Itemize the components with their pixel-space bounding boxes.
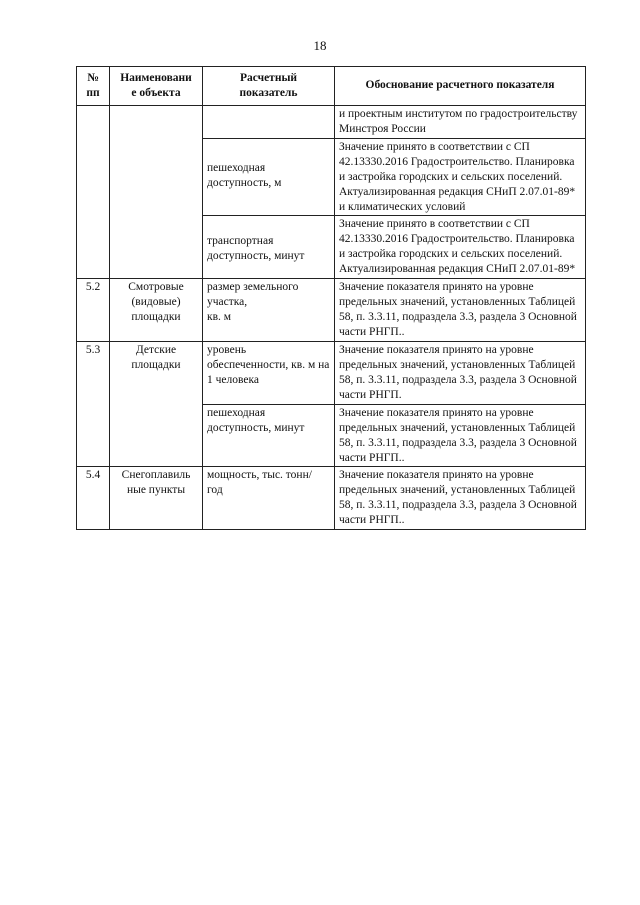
cell-justification: Значение принято в соответствии с СП 42.13330.2016 Градостроительство. Планировка и застройка городских и сельских поселений. Актуализированная редакция СНиП 2.07.01-89* и климатических условий bbox=[335, 138, 586, 216]
cell-name: Смотровые (видовые) площадки bbox=[110, 279, 203, 342]
cell-indicator: мощность, тыс. тонн/ год bbox=[203, 467, 335, 530]
cell-indicator: транспортная доступность, минут bbox=[203, 216, 335, 279]
cell-indicator: размер земельного участка, кв. м bbox=[203, 279, 335, 342]
table-row bbox=[77, 341, 586, 404]
cell-name: Снегоплавиль ные пункты bbox=[110, 467, 203, 530]
header-indicator: Расчетный показатель bbox=[203, 67, 335, 106]
header-num: № пп bbox=[77, 67, 110, 106]
cell-name bbox=[110, 105, 203, 278]
cell-justification: Значение принято в соответствии с СП 42.13330.2016 Градостроительство. Планировка и застройка городских и сельских поселений. Актуализированная редакция СНиП 2.07.01-89* bbox=[335, 216, 586, 279]
cell-num: 5.4 bbox=[77, 467, 110, 530]
table-row bbox=[77, 279, 586, 342]
cell-justification: Значение показателя принято на уровне предельных значений, установленных Таблицей 58, п. 3.3.11, подраздела 3.3, раздела 3 Основной части РНГП.. bbox=[335, 279, 586, 342]
cell-indicator bbox=[203, 105, 335, 138]
table-header-row bbox=[77, 67, 586, 106]
page-number: 18 bbox=[313, 38, 327, 53]
cell-justification: и проектным институтом по градостроительству Минстроя России bbox=[335, 105, 586, 138]
header-justification: Обоснование расчетного показателя bbox=[335, 67, 586, 106]
cell-indicator: уровень обеспеченности, кв. м на 1 человека bbox=[203, 341, 335, 404]
cell-justification: Значение показателя принято на уровне предельных значений, установленных Таблицей 58, п. 3.3.11, подраздела 3.3, раздела 3 Основной части РНГП.. bbox=[335, 467, 586, 530]
cell-name: Детские площадки bbox=[110, 341, 203, 467]
cell-num: 5.2 bbox=[77, 279, 110, 342]
indicator-table bbox=[76, 66, 586, 530]
table-row bbox=[77, 467, 586, 530]
cell-indicator: пешеходная доступность, м bbox=[203, 138, 335, 216]
table-row bbox=[77, 105, 586, 138]
cell-num bbox=[77, 105, 110, 278]
cell-indicator: пешеходная доступность, минут bbox=[203, 404, 335, 467]
header-name: Наименовани е объекта bbox=[110, 67, 203, 106]
cell-num: 5.3 bbox=[77, 341, 110, 467]
cell-justification: Значение показателя принято на уровне предельных значений, установленных Таблицей 58, п. 3.3.11, подраздела 3.3, раздела 3 Основной части РНГП. bbox=[335, 341, 586, 404]
cell-justification: Значение показателя принято на уровне предельных значений, установленных Таблицей 58, п. 3.3.11, подраздела 3.3, раздела 3 Основной части РНГП.. bbox=[335, 404, 586, 467]
